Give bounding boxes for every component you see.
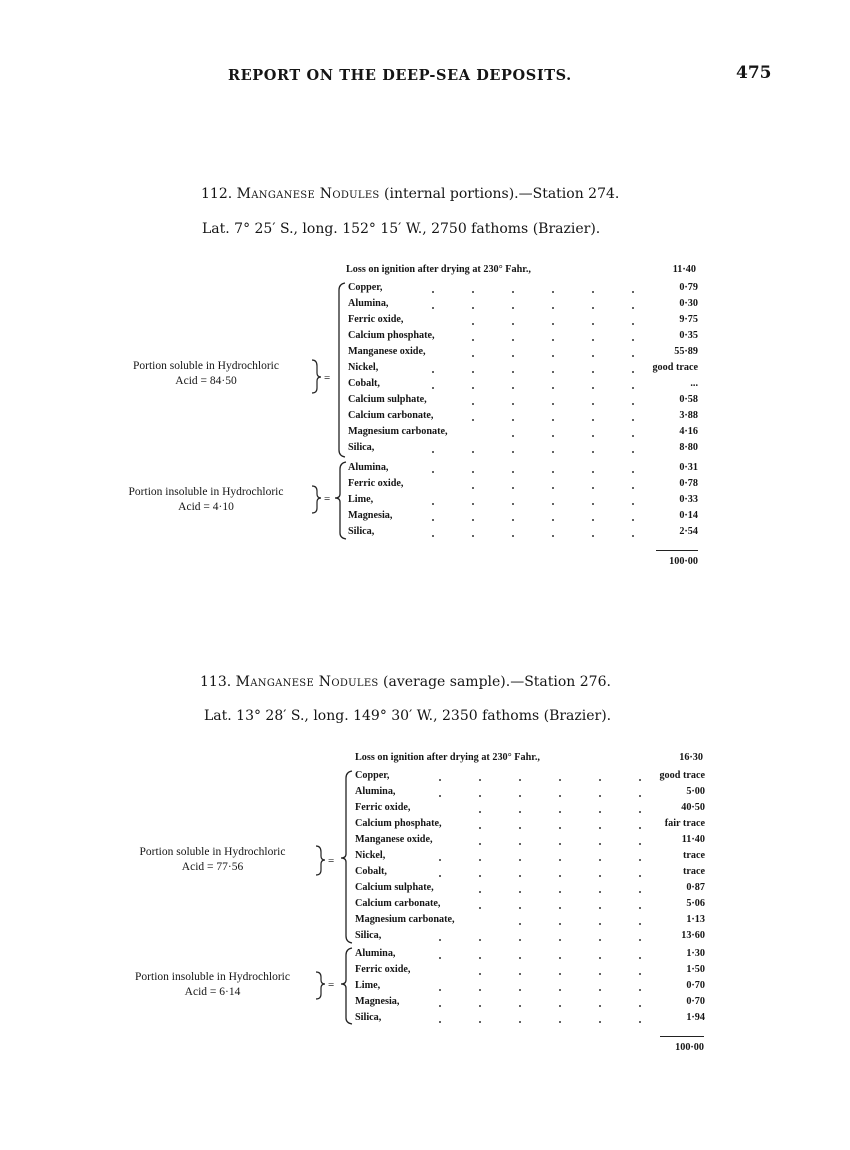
row-name: Magnesium carbonate, xyxy=(348,426,448,437)
row-name: Silica, xyxy=(355,1012,382,1023)
equals-sign: = xyxy=(324,493,331,505)
loss-value: 16·30 xyxy=(679,752,703,763)
row-value: 5·06 xyxy=(686,898,705,909)
row-name: Manganese oxide, xyxy=(348,346,426,357)
row-name: Nickel, xyxy=(348,362,379,373)
row-value: 1·94 xyxy=(686,1012,705,1023)
analysis-subject: Manganese Nodules xyxy=(235,674,379,690)
loss-label: Loss on ignition after drying at 230° Fahr., xyxy=(355,752,540,763)
row-name: Magnesia, xyxy=(355,996,400,1007)
soluble-label-line-1: Portion soluble in Hydrochloric xyxy=(133,360,279,372)
row-value: 5·00 xyxy=(686,786,705,797)
row-value: 0·70 xyxy=(686,996,705,1007)
row-value: 11·40 xyxy=(681,834,705,845)
analysis-subtitle: (average sample).—Station 276. xyxy=(383,674,611,690)
soluble-brace xyxy=(341,771,352,943)
row-name: Ferric oxide, xyxy=(348,478,404,489)
row-name: Cobalt, xyxy=(348,378,380,389)
row-value: fair trace xyxy=(664,818,705,829)
row-value: good trace xyxy=(659,770,705,781)
soluble-brace xyxy=(339,283,345,457)
row-value: 13·60 xyxy=(681,930,705,941)
equals-sign: = xyxy=(328,855,335,867)
row-name: Magnesium carbonate, xyxy=(355,914,455,925)
row-value: 0·87 xyxy=(686,882,705,893)
insoluble-brace xyxy=(335,462,346,539)
row-value: trace xyxy=(682,866,705,877)
analysis-subject: Manganese Nodules xyxy=(236,186,380,202)
row-value: 4·16 xyxy=(679,426,698,437)
row-value: 1·30 xyxy=(686,948,705,959)
row-value: 40·50 xyxy=(681,802,705,813)
row-value: 0·79 xyxy=(679,282,698,293)
row-value: 9·75 xyxy=(679,314,698,325)
row-value: trace xyxy=(682,850,705,861)
row-value: 0·33 xyxy=(679,494,698,505)
row-name: Ferric oxide, xyxy=(348,314,404,325)
row-name: Calcium sulphate, xyxy=(348,394,427,405)
row-value: 1·50 xyxy=(686,964,705,975)
row-value: 0·78 xyxy=(679,478,698,489)
row-value: 0·30 xyxy=(679,298,698,309)
row-value: 8·80 xyxy=(679,442,698,453)
label-brace xyxy=(312,486,321,513)
row-name: Calcium carbonate, xyxy=(355,898,441,909)
analysis-number: 113. xyxy=(200,674,232,690)
soluble-label-line-2: Acid = 84·50 xyxy=(175,375,237,387)
row-value: 0·70 xyxy=(686,980,705,991)
insoluble-brace xyxy=(341,948,352,1024)
insoluble-label-line-1: Portion insoluble in Hydrochloric xyxy=(135,971,290,983)
total-value: 100·00 xyxy=(675,1042,704,1053)
location-line: Lat. 7° 25′ S., long. 152° 15′ W., 2750 fathoms (Brazier). xyxy=(202,221,601,237)
row-value: 0·31 xyxy=(679,462,698,473)
equals-sign: = xyxy=(324,372,331,384)
row-name: Calcium sulphate, xyxy=(355,882,434,893)
row-name: Copper, xyxy=(348,282,383,293)
row-name: Ferric oxide, xyxy=(355,964,411,975)
row-value: ... xyxy=(690,378,698,389)
running-title: REPORT ON THE DEEP-SEA DEPOSITS. xyxy=(228,67,572,84)
row-name: Alumina, xyxy=(348,298,389,309)
row-value: 3·88 xyxy=(679,410,698,421)
row-name: Ferric oxide, xyxy=(355,802,411,813)
equals-sign: = xyxy=(328,979,335,991)
row-name: Silica, xyxy=(348,442,375,453)
row-value: good trace xyxy=(652,362,698,373)
total-value: 100·00 xyxy=(669,556,698,567)
label-brace xyxy=(316,972,325,999)
row-name: Cobalt, xyxy=(355,866,387,877)
row-name: Silica, xyxy=(348,526,375,537)
row-name: Calcium phosphate, xyxy=(348,330,435,341)
row-value: 2·54 xyxy=(679,526,698,537)
row-name: Calcium carbonate, xyxy=(348,410,434,421)
row-name: Alumina, xyxy=(355,786,396,797)
row-value: 1·13 xyxy=(686,914,705,925)
page-number: 475 xyxy=(736,63,772,83)
soluble-label-line-1: Portion soluble in Hydrochloric xyxy=(139,846,286,858)
location-line: Lat. 13° 28′ S., long. 149° 30′ W., 2350 fathoms (Brazier). xyxy=(204,708,612,724)
row-name: Lime, xyxy=(348,494,374,505)
row-name: Silica, xyxy=(355,930,382,941)
row-name: Copper, xyxy=(355,770,390,781)
insoluble-label-line-1: Portion insoluble in Hydrochloric xyxy=(128,486,284,498)
row-name: Manganese oxide, xyxy=(355,834,433,845)
row-name: Nickel, xyxy=(355,850,386,861)
analysis-subtitle: (internal portions).—Station 274. xyxy=(384,186,620,202)
insoluble-label-line-2: Acid = 4·10 xyxy=(178,501,234,513)
row-name: Alumina, xyxy=(355,948,396,959)
row-name: Calcium phosphate, xyxy=(355,818,442,829)
row-name: Magnesia, xyxy=(348,510,393,521)
analysis-number: 112. xyxy=(201,186,233,202)
row-value: 0·58 xyxy=(679,394,698,405)
row-name: Lime, xyxy=(355,980,381,991)
row-name: Alumina, xyxy=(348,462,389,473)
label-brace xyxy=(312,360,321,393)
row-value: 55·89 xyxy=(674,346,698,357)
row-value: 0·14 xyxy=(679,510,698,521)
insoluble-label-line-2: Acid = 6·14 xyxy=(184,986,241,998)
loss-label: Loss on ignition after drying at 230° Fahr., xyxy=(346,264,531,275)
loss-value: 11·40 xyxy=(672,264,696,275)
soluble-label-line-2: Acid = 77·56 xyxy=(181,861,244,873)
label-brace xyxy=(316,846,325,875)
row-value: 0·35 xyxy=(679,330,698,341)
